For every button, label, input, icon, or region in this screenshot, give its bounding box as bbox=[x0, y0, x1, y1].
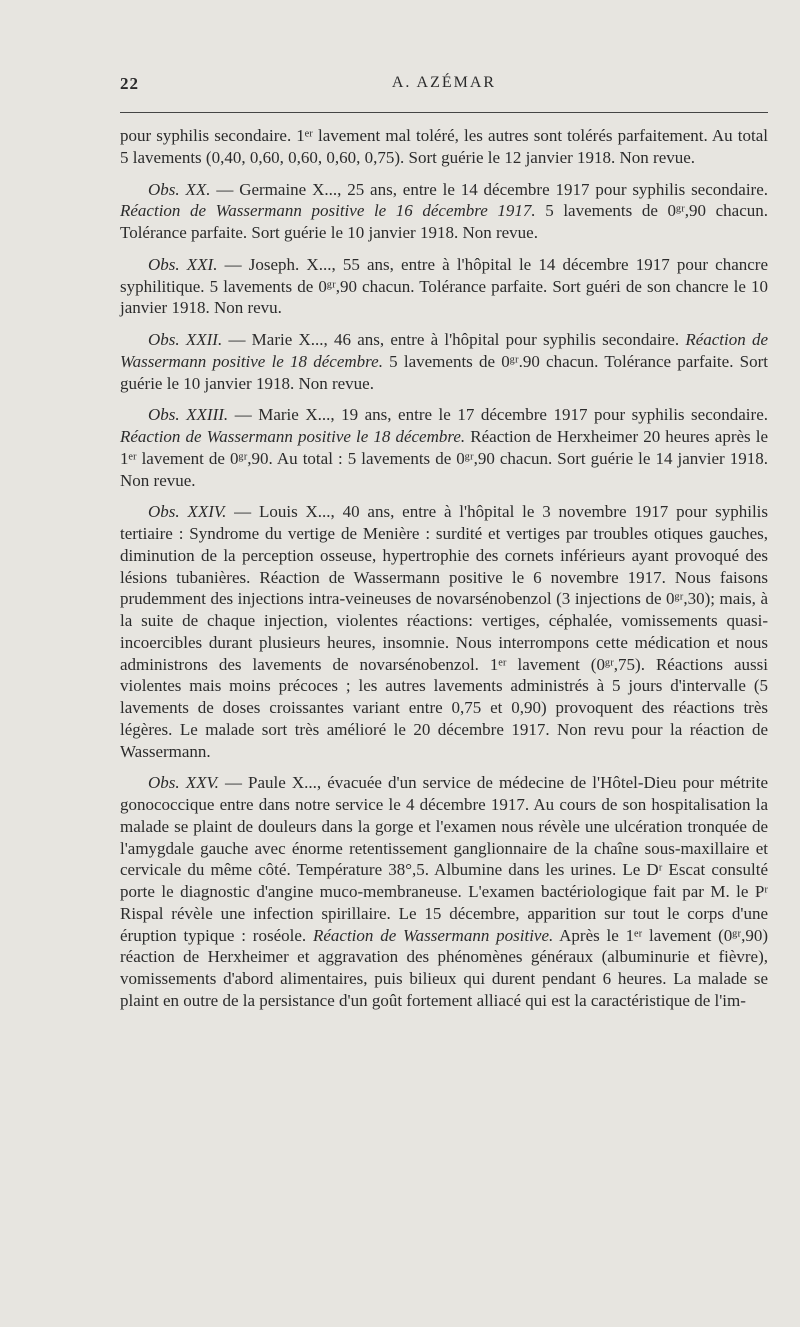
text-segment: pour syphilis secondaire. 1ᵉʳ lavement mal toléré, les autres sont tolérés parfaitement. Au total 5 lavements (0,40, 0,60, 0,60, 0,60, 0,75). Sort guérie le 12 janvier 1918. Non revue. bbox=[120, 126, 768, 167]
running-title: A. AZÉMAR bbox=[391, 74, 497, 91]
observation-paragraph bbox=[120, 254, 768, 319]
paragraph-continuation bbox=[120, 125, 768, 169]
text-segment: — Louis X..., 40 ans, entre à l'hôpital le 3 novembre 1917 pour syphilis tertiaire : Syndrome du vertige de Menière : surdité et vertiges par troubles otiques gauches, diminution de la perception osseuse, hypertrophie des cornets inférieurs ayant provoqué des lésions tubanières. Réaction de Wassermann positive le 6 novembre 1917. Nous faisons prudemment des injections intra-veineuses de novarsénobenzol (3 injections de 0ᵍʳ,30); mais, à la suite de chaque injection, violentes réactions: vertiges, céphalée, vomissements quasi-incoercibles durant plusieurs heures, insomnie. Nous interrompons cette médication et nous administrons des lavements de novarsénobenzol. 1ᵉʳ lavement (0ᵍʳ,75). Réactions aussi violentes mais moins précoces ; les autres lavements administrés à 5 jours d'intervalle (5 lavements de doses croissantes variant entre 0,75 et 0,90) provoquent des réactions très légères. Le malade sort très amélioré le 20 décembre 1917. Non revu pour la réaction de Wassermann. bbox=[120, 502, 769, 761]
italic-text: Réaction de Wassermann positive le 16 décembre 1917. bbox=[120, 201, 536, 221]
italic-text: Obs. XX. bbox=[148, 179, 211, 199]
text-segment: — Marie X..., 19 ans, entre le 17 décembre 1917 pour syphilis secondaire. bbox=[228, 405, 768, 425]
observation-paragraph bbox=[120, 329, 768, 394]
observation-paragraph bbox=[120, 772, 768, 1011]
text-segment: — Paule X..., évacuée d'un service de médecine de l'Hôtel-Dieu pour métrite gonococcique entre dans notre service le 4 décembre 1917. Au cours de son hospitalisation la malade se plaint de douleurs dans la gorge et l'examen nous révèle une ulcération tronquée de l'amygdale gauche avec énorme retentissement ganglionnaire de la chaîne sous-maxillaire et cervicale du même côté. Température 38°,5. Albumine dans les urines. Le Dʳ Escat consulté porte le diagnostic d'angine muco-membraneuse. L'examen bactériologique fait par M. le Pʳ Rispal révèle une infection spirillaire. Le 15 décembre, apparition sur tout le corps d'une éruption typique : roséole. bbox=[120, 773, 768, 945]
italic-text: Obs. XXV. bbox=[148, 773, 219, 793]
italic-text: Réaction de Wassermann positive. bbox=[312, 925, 554, 945]
italic-text: Obs. XXII. bbox=[148, 330, 223, 349]
text-segment: — Germaine X..., 25 ans, entre le 14 décembre 1917 pour syphilis secondaire. bbox=[210, 179, 768, 199]
italic-text: Obs. XXI. bbox=[148, 254, 218, 274]
text-segment: 5 lavements de 0ᵍʳ.90 chacun. Tolérance parfaite. Sort guérie le 10 janvier 1918. Non revue. bbox=[120, 351, 768, 393]
text-segment: — Joseph. X..., 55 ans, entre à l'hôpital le 14 décembre 1917 pour chancre syphilitique. 5 lavements de 0ᵍʳ,90 chacun. Tolérance parfaite. Sort guéri de son chancre le 10 janvier 1918. Non revu. bbox=[120, 254, 768, 318]
italic-text: Obs. XXIII. bbox=[148, 405, 229, 425]
body-text bbox=[120, 125, 768, 1022]
observation-paragraph bbox=[120, 404, 768, 491]
text-segment: Réaction de Herxheimer 20 heures après le 1ᵉʳ lavement de 0ᵍʳ,90. Au total : 5 lavements de 0ᵍʳ,90 chacun. Sort guérie le 14 janvier 1918. Non revue. bbox=[120, 427, 769, 490]
header-rule bbox=[120, 112, 768, 113]
italic-text: Obs. XXIV. bbox=[148, 502, 227, 522]
page-header bbox=[120, 74, 768, 100]
italic-text: Réaction de Wassermann positive le 18 décembre. bbox=[120, 330, 769, 371]
text-segment: — Marie X..., 46 ans, entre à l'hôpital pour syphilis secondaire. bbox=[222, 330, 686, 349]
text-segment: Après le 1ᵉʳ lavement (0ᵍʳ,90) réaction de Herxheimer et aggravation des phénomènes généraux (albuminurie et fièvre), vomissements d'abord alimentaires, puis bilieux qui durent pendant 6 heures. La malade se plaint en outre de la persistance d'un goût fortement alliacé qui est la caractéristique de l'im- bbox=[120, 925, 768, 1010]
observation-paragraph bbox=[120, 179, 768, 244]
text-segment: 5 lavements de 0ᵍʳ,90 chacun. Tolérance parfaite. Sort guérie le 10 janvier 1918. Non revue. bbox=[120, 201, 768, 242]
italic-text: Réaction de Wassermann positive le 18 décembre. bbox=[120, 427, 466, 446]
observation-paragraph bbox=[120, 501, 768, 762]
page-number: 22 bbox=[120, 74, 139, 93]
